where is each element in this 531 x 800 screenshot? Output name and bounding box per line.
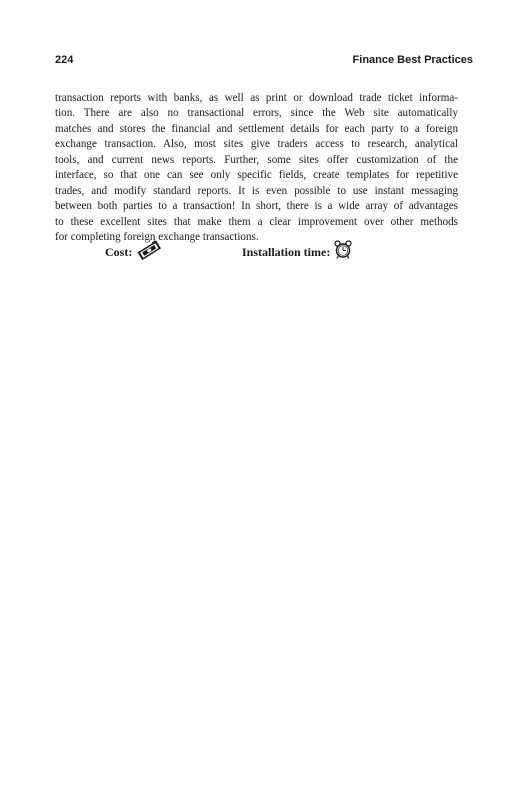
body-line: trades, and modify standard reports. It is even possible to use instant messaging [55,184,458,197]
running-header [55,54,473,68]
body-line: tion. There are also no transactional errors, since the Web site automatically [55,107,458,120]
body-line: for completing foreign exchange transactions. [55,231,259,244]
money-bill-icon [136,240,162,264]
alarm-clock-icon [334,240,352,264]
cost-label: Cost: [105,244,133,259]
page-number: 224 [55,54,74,66]
body-line: transaction reports with banks, as well as print or download trade ticket informa- [55,92,458,104]
installation-time-rating [242,240,352,264]
running-title: Finance Best Practices [352,54,473,66]
body-paragraph [55,91,458,246]
cost-rating [105,240,162,264]
body-line: exchange transaction. Also, most sites give traders access to research, analytical [55,138,458,151]
body-line: tools, and current news reports. Further, some sites offer customization of the [55,153,458,166]
ratings-row [0,240,531,264]
installation-time-label: Installation time: [242,244,331,259]
body-line: matches and stores the financial and settlement details for each party to a foreign [55,122,458,135]
body-line: between both parties to a transaction! In short, there is a wide array of advantages [55,200,458,213]
body-line: to these excellent sites that make them a clear improvement over other methods [55,215,458,228]
body-line: interface, so that one can see only specific fields, create templates for repetitive [55,169,458,182]
